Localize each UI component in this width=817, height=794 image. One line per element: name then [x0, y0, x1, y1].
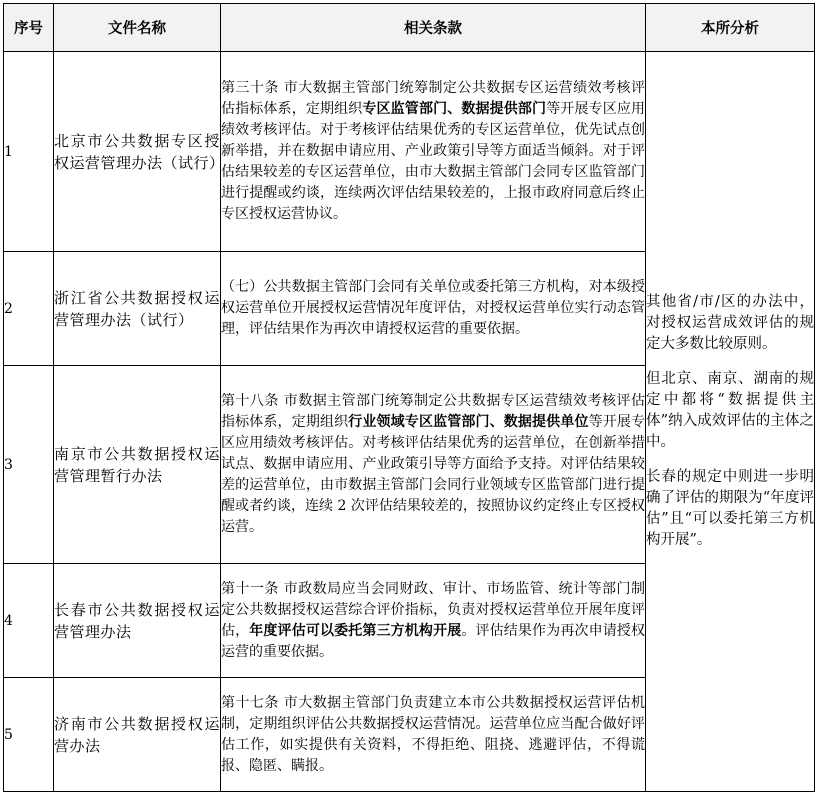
- clause-text: [221, 252, 646, 366]
- header-clause: 相关条款: [221, 4, 646, 52]
- document-name: 南京市公共数据授权运营管理暂行办法: [54, 366, 221, 564]
- document-name: 浙江省公共数据授权运营管理办法（试行）: [54, 252, 221, 366]
- row-number: 5: [4, 678, 54, 792]
- clause-segment: 第十七条 市大数据主管部门负责建立本市公共数据授权运营评估机制，定期组织评估公共数据授权运营情况。运营单位应当配合做好评估工作，如实提供有关资料，不得拒绝、阻挠、逃避评估，不得谎报、隐匿、瞒报。: [221, 694, 645, 774]
- document-name: 长春市公共数据授权运营管理办法: [54, 564, 221, 678]
- analysis-paragraph: 长春的规定中则进一步明确了评估的期限为“年度评估”且“可以委托第三方机构开展”。: [646, 469, 814, 548]
- clause-segment: 第十八条 市数据主管部门统筹制定公共数据专区运营绩效考核评估指标体系，定期组织: [221, 393, 645, 430]
- clause-segment: 等开展专区应用绩效考核评估。对于考核评估结果优秀的专区运营单位，优先试点创新举措，并在数据申请应用、产业政策引导等方面适当倾斜。对于评估结果较差的专区运营单位，由市大数据主管部门会同专区监管部门进行提醒或约谈，连续两次评估结果较差的，上报市政府同意后终止专区授权运营协议。: [221, 101, 646, 222]
- document-name: 济南市公共数据授权运营办法: [54, 678, 221, 792]
- clause-segment: 第三十条 市大数据主管部门统筹制定公共数据专区运营绩效考核评估指标体系，定期组织: [221, 80, 645, 117]
- analysis-cell: [646, 52, 815, 792]
- clause-text: [221, 366, 646, 564]
- header-analysis: 本所分析: [646, 4, 815, 52]
- clause-text: [221, 52, 646, 252]
- clause-segment: 第十一条 市政数局应当会同财政、审计、市场监管、统计等部门制定公共数据授权运营综合评价指标，负责对授权运营单位开展年度评估，: [221, 580, 645, 639]
- header-name: 文件名称: [54, 4, 221, 52]
- table-header-row: [4, 4, 815, 52]
- clause-segment: （七）公共数据主管部门会同有关单位或委托第三方机构，对本级授权运营单位开展授权运营情况年度评估，对授权运营单位实行动态管理，评估结果作为再次申请授权运营的重要依据。: [221, 279, 645, 337]
- row-number: 1: [4, 52, 54, 252]
- analysis-paragraph: 其他省/市/区的办法中，对授权运营成效评估的规定大多数比较原则。: [646, 294, 814, 352]
- clause-segment: 。评估结果作为再次申请授权运营的重要依据。: [221, 622, 646, 660]
- clause-text: [221, 564, 646, 678]
- clause-emphasis: 专区监管部门、数据提供部门: [362, 101, 547, 117]
- table-row: [4, 52, 815, 252]
- row-number: 4: [4, 564, 54, 678]
- clause-segment: 等开展专区应用绩效考核评估。对考核评估结果优秀的运营单位，在创新举措试点、数据申请应用、产业政策引导等方面给予支持。对评估结果较差的运营单位，由市数据主管部门会同行业领域专区监管部门进行提醒或者约谈，连续 2 次评估结果较差的，按照协议约定终止专区授权运营。: [221, 414, 646, 535]
- clause-emphasis: 行业领域专区监管部门、数据提供单位: [348, 414, 589, 430]
- regulation-comparison-table: [3, 3, 815, 792]
- clause-emphasis: 年度评估可以委托第三方机构开展: [249, 622, 462, 639]
- header-no: 序号: [4, 4, 54, 52]
- analysis-paragraph: 但北京、南京、湖南的规定中都将“数据提供主体”纳入成效评估的主体之中。: [646, 371, 814, 450]
- row-number: 2: [4, 252, 54, 366]
- clause-text: [221, 678, 646, 792]
- row-number: 3: [4, 366, 54, 564]
- document-name: 北京市公共数据专区授权运营管理办法（试行）: [54, 52, 221, 252]
